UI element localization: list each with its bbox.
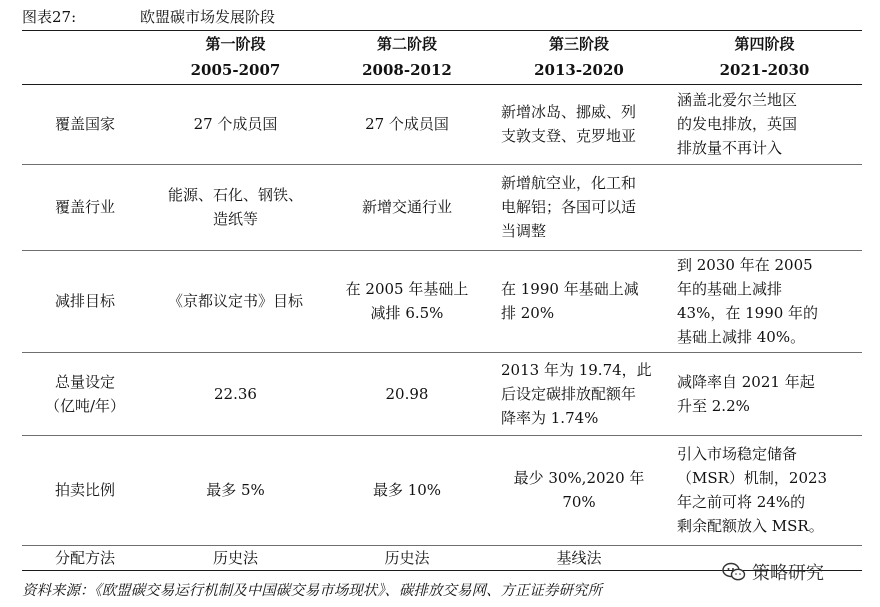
phase-title: 第二阶段 bbox=[376, 35, 437, 54]
cell-line: 27 个成员国 bbox=[193, 115, 278, 133]
phase-period: 2008-2012 bbox=[362, 61, 452, 80]
table-cell bbox=[667, 84, 862, 164]
table-cell bbox=[148, 545, 323, 570]
row-label-line: 覆盖国家 bbox=[54, 115, 115, 133]
cell-line: 历史法 bbox=[384, 548, 430, 567]
cell-line: 升至 2.2% bbox=[677, 396, 750, 415]
table-cell bbox=[491, 250, 667, 352]
cell-line: 新增航空业，化工和 bbox=[501, 174, 637, 192]
wechat-icon bbox=[722, 562, 746, 582]
table-cell bbox=[148, 84, 323, 164]
row-label bbox=[22, 84, 148, 164]
header-phase-4 bbox=[667, 31, 862, 84]
row-label bbox=[22, 545, 148, 570]
header-phase-1 bbox=[148, 31, 323, 84]
table-cell bbox=[148, 352, 323, 435]
cell-line: 减降率自 2021 年起 bbox=[677, 372, 815, 391]
cell-line: 涵盖北爱尔兰地区 bbox=[677, 91, 798, 109]
row-label-line: 总量设定 bbox=[54, 372, 115, 391]
table-cell bbox=[667, 352, 862, 435]
cell-line: （MSR）机制，2023 bbox=[677, 469, 828, 487]
caption-title: 欧盟碳市场发展阶段 bbox=[140, 8, 276, 26]
table-cell bbox=[491, 352, 667, 435]
table-row bbox=[22, 84, 862, 164]
cell-line: 2013 年为 19.74，此 bbox=[501, 360, 652, 379]
table-row bbox=[22, 250, 862, 352]
table-cell bbox=[491, 164, 667, 250]
cell-line: 当调整 bbox=[501, 222, 547, 240]
cell-line: 历史法 bbox=[212, 548, 258, 567]
row-label bbox=[22, 435, 148, 545]
cell-line: 电解铝；各国可以适 bbox=[501, 198, 637, 216]
row-label-line: 减排目标 bbox=[54, 292, 115, 310]
cell-line: 《京都议定书》目标 bbox=[167, 292, 303, 310]
table-cell bbox=[323, 84, 491, 164]
cell-line: 43%，在 1990 年的 bbox=[677, 304, 819, 322]
cell-line: 的发电排放，英国 bbox=[677, 115, 798, 133]
table-cell bbox=[323, 545, 491, 570]
row-label-line: 覆盖行业 bbox=[54, 198, 115, 216]
cell-line: 基线法 bbox=[556, 548, 602, 567]
cell-line: 减排 6.5% bbox=[370, 304, 444, 322]
header-phase-2 bbox=[323, 31, 491, 84]
header-phase-3 bbox=[491, 31, 667, 84]
cell-line: 后设定碳排放配额年 bbox=[501, 384, 637, 403]
phase-title: 第三阶段 bbox=[548, 35, 609, 54]
cell-line: 排 20% bbox=[501, 304, 555, 322]
source-note: 资料来源：《欧盟碳交易运行机制及中国碳交易市场现状》、碳排放交易网、方正证券研究所 bbox=[22, 583, 602, 599]
cell-line: 最多 5% bbox=[206, 481, 265, 499]
cell-line: 支敦支登、克罗地亚 bbox=[501, 127, 637, 145]
cell-line: 引入市场稳定储备 bbox=[677, 445, 798, 463]
cell-line: 排放量不再计入 bbox=[677, 139, 783, 157]
table-cell bbox=[667, 435, 862, 545]
table-cell bbox=[323, 250, 491, 352]
table-cell bbox=[148, 250, 323, 352]
table-cell bbox=[323, 352, 491, 435]
table-cell bbox=[491, 84, 667, 164]
phase-period: 2005-2007 bbox=[190, 61, 281, 80]
row-label bbox=[22, 250, 148, 352]
cell-line: 在 1990 年基础上减 bbox=[501, 280, 639, 298]
row-label-line: 分配方法 bbox=[54, 548, 115, 567]
cell-line: 年的基础上减排 bbox=[677, 280, 783, 298]
table-cell bbox=[491, 435, 667, 545]
phase-period: 2021-2030 bbox=[719, 61, 810, 80]
header-corner bbox=[22, 31, 148, 84]
watermark-text: 策略研究 bbox=[752, 563, 824, 584]
table-body bbox=[22, 84, 862, 570]
table-row bbox=[22, 352, 862, 435]
table-cell bbox=[667, 164, 862, 250]
row-label-line: 拍卖比例 bbox=[54, 481, 115, 499]
table-row bbox=[22, 435, 862, 545]
cell-line: 新增交通行业 bbox=[361, 198, 452, 216]
cell-line: 27 个成员国 bbox=[365, 115, 449, 133]
table-cell bbox=[148, 164, 323, 250]
row-label bbox=[22, 164, 148, 250]
caption-number: 图表27: bbox=[22, 8, 77, 26]
row-label bbox=[22, 352, 148, 435]
phase-title: 第四阶段 bbox=[734, 35, 795, 54]
cell-line: 到 2030 年在 2005 bbox=[677, 256, 813, 274]
cell-line: 剩余配额放入 MSR。 bbox=[677, 517, 824, 535]
table-cell bbox=[667, 250, 862, 352]
table-header-row bbox=[22, 31, 862, 84]
eu-carbon-market-table bbox=[22, 31, 862, 571]
cell-line: 22.36 bbox=[214, 384, 257, 403]
table-cell bbox=[323, 164, 491, 250]
cell-line: 降率为 1.74% bbox=[501, 408, 599, 427]
cell-line: 最多 10% bbox=[372, 481, 442, 499]
cell-line: 能源、石化、钢铁、 bbox=[167, 186, 303, 204]
cell-line: 在 2005 年基础上 bbox=[345, 280, 469, 298]
cell-line: 最少 30%,2020 年 70% bbox=[513, 469, 645, 511]
phase-title: 第一阶段 bbox=[205, 35, 266, 54]
cell-line: 20.98 bbox=[385, 384, 429, 403]
cell-line: 新增冰岛、挪威、列 bbox=[501, 103, 637, 121]
table-row bbox=[22, 164, 862, 250]
table-cell bbox=[491, 545, 667, 570]
row-label-line: （亿吨/年） bbox=[44, 396, 126, 415]
cell-line: 造纸等 bbox=[212, 210, 258, 228]
table-cell bbox=[323, 435, 491, 545]
phase-period: 2013-2020 bbox=[534, 61, 624, 80]
table-cell bbox=[148, 435, 323, 545]
cell-line: 年之前可将 24%的 bbox=[677, 493, 806, 511]
cell-line: 基础上减排 40%。 bbox=[677, 328, 806, 346]
table-caption bbox=[22, 4, 862, 31]
